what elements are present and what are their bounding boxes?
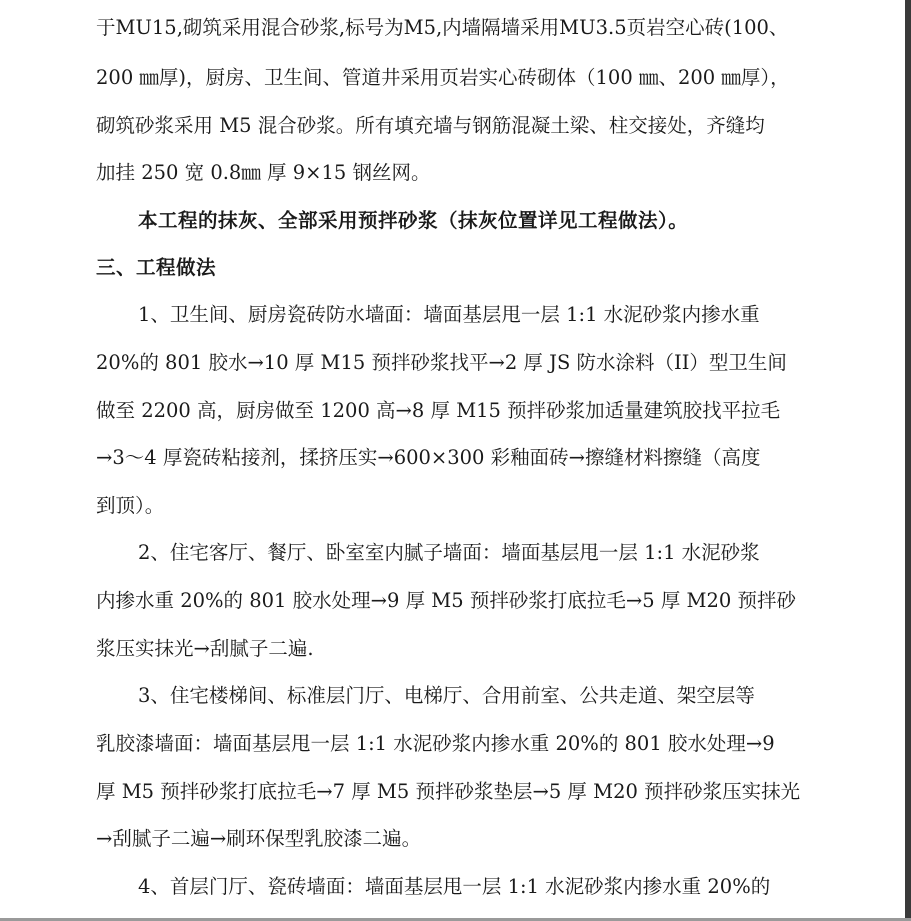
paragraph-heading: 本工程的抹灰、全部采用预拌砂浆（抹灰位置详见工程做法）。 — [138, 209, 689, 232]
text-line: 2、住宅客厅、餐厅、卧室室内腻子墙面：墙面基层甩一层 1:1 水泥砂浆 — [138, 541, 760, 564]
text-line: 乳胶漆墙面：墙面基层甩一层 1:1 水泥砂浆内掺水重 20%的 801 胶水处理→9 — [96, 732, 775, 755]
text-line: 3、住宅楼梯间、标准层门厅、电梯厅、合用前室、公共走道、架空层等 — [138, 684, 755, 707]
text-line: →刮腻子二遍→刷环保型乳胶漆二遍。 — [96, 827, 422, 850]
section-heading: 三、工程做法 — [96, 256, 217, 279]
text-line: 做至 2200 高，厨房做至 1200 高→8 厚 M15 预拌砂浆加适量建筑胶找平拉毛 — [96, 399, 781, 422]
text-line: 1、卫生间、厨房瓷砖防水墙面：墙面基层甩一层 1:1 水泥砂浆内掺水重 — [138, 303, 760, 326]
text-line: 厚 M5 预拌砂浆打底拉毛→7 厚 M5 预拌砂浆垫层→5 厚 M20 预拌砂浆压实抹光 — [96, 780, 801, 803]
text-line: 于MU15,砌筑采用混合砂浆,标号为M5,内墙隔墙采用MU3.5页岩空心砖(100、 — [96, 16, 789, 39]
text-line: 加挂 250 宽 0.8㎜ 厚 9×15 钢丝网。 — [96, 161, 431, 184]
text-line: 20%的 801 胶水→10 厚 M15 预拌砂浆找平→2 厚 JS 防水涂料（II）型卫生间 — [96, 351, 787, 374]
text-line: 200 ㎜厚)，厨房、卫生间、管道井采用页岩实心砖砌体（100 ㎜、200 ㎜厚）， — [96, 66, 790, 89]
text-line: 内掺水重 20%的 801 胶水处理→9 厚 M5 预拌砂浆打底拉毛→5 厚 M20 预拌砂 — [96, 589, 796, 612]
page-edge-right — [905, 0, 911, 921]
text-line: 4、首层门厅、瓷砖墙面：墙面基层甩一层 1:1 水泥砂浆内掺水重 20%的 — [138, 875, 771, 898]
text-line: 到顶）。 — [96, 494, 165, 517]
text-line: 浆压实抹光→刮腻子二遍. — [96, 637, 314, 660]
text-line: 砌筑砂浆采用 M5 混合砂浆。所有填充墙与钢筋混凝土梁、柱交接处，齐缝均 — [96, 114, 765, 137]
text-line: →3～4 厚瓷砖粘接剂，揉挤压实→600×300 彩釉面砖→擦缝材料擦缝（高度 — [96, 446, 761, 469]
